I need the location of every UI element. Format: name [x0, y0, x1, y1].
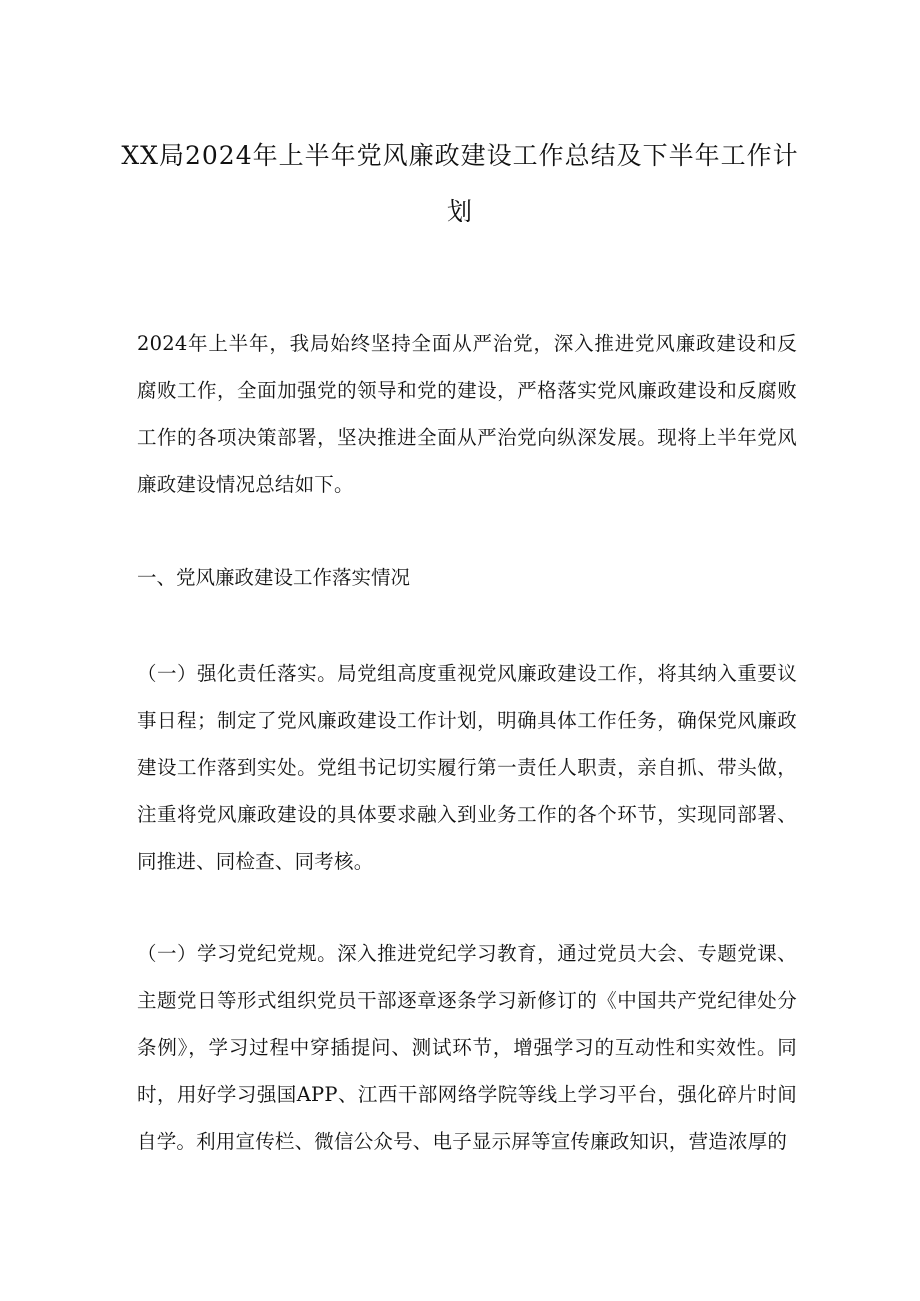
document-title-line-1: XX局2024年上半年党风廉政建设工作总结及下半年工作计	[121, 141, 799, 170]
section-1-heading: 一、党风廉政建设工作落实情况	[137, 566, 411, 589]
document-title-line-2: 划	[446, 197, 473, 226]
paragraph-responsibility: （一）强化责任落实。局党组高度重视党风廉政建设工作，将其纳入重要议事日程；制定了党风廉政建设工作计划，明确具体工作任务，确保党风廉政建设工作落到实处。党组书记切实履行第一责任人职责，亲自抓、带头做，注重将党风廉政建设的具体要求融入到业务工作的各个环节，实现同部署、同推进、同检查、同考核。	[137, 662, 797, 873]
intro-paragraph: 2024年上半年，我局始终坚持全面从严治党，深入推进党风廉政建设和反腐败工作，全面加强党的领导和党的建设，严格落实党风廉政建设和反腐败工作的各项决策部署，坚决推进全面从严治党向纵深发展。现将上半年党风廉政建设情况总结如下。	[137, 332, 797, 496]
paragraph-study: （一）学习党纪党规。深入推进党纪学习教育，通过党员大会、专题党课、主题党日等形式组织党员干部逐章逐条学习新修订的《中国共产党纪律处分条例》，学习过程中穿插提问、测试环节，增强学习的互动性和实效性。同时，用好学习强国APP、江西干部网络学院等线上学习平台，强化碎片时间自学。利用宣传栏、微信公众号、电子显示屏等宣传廉政知识，营造浓厚的	[137, 942, 797, 1153]
